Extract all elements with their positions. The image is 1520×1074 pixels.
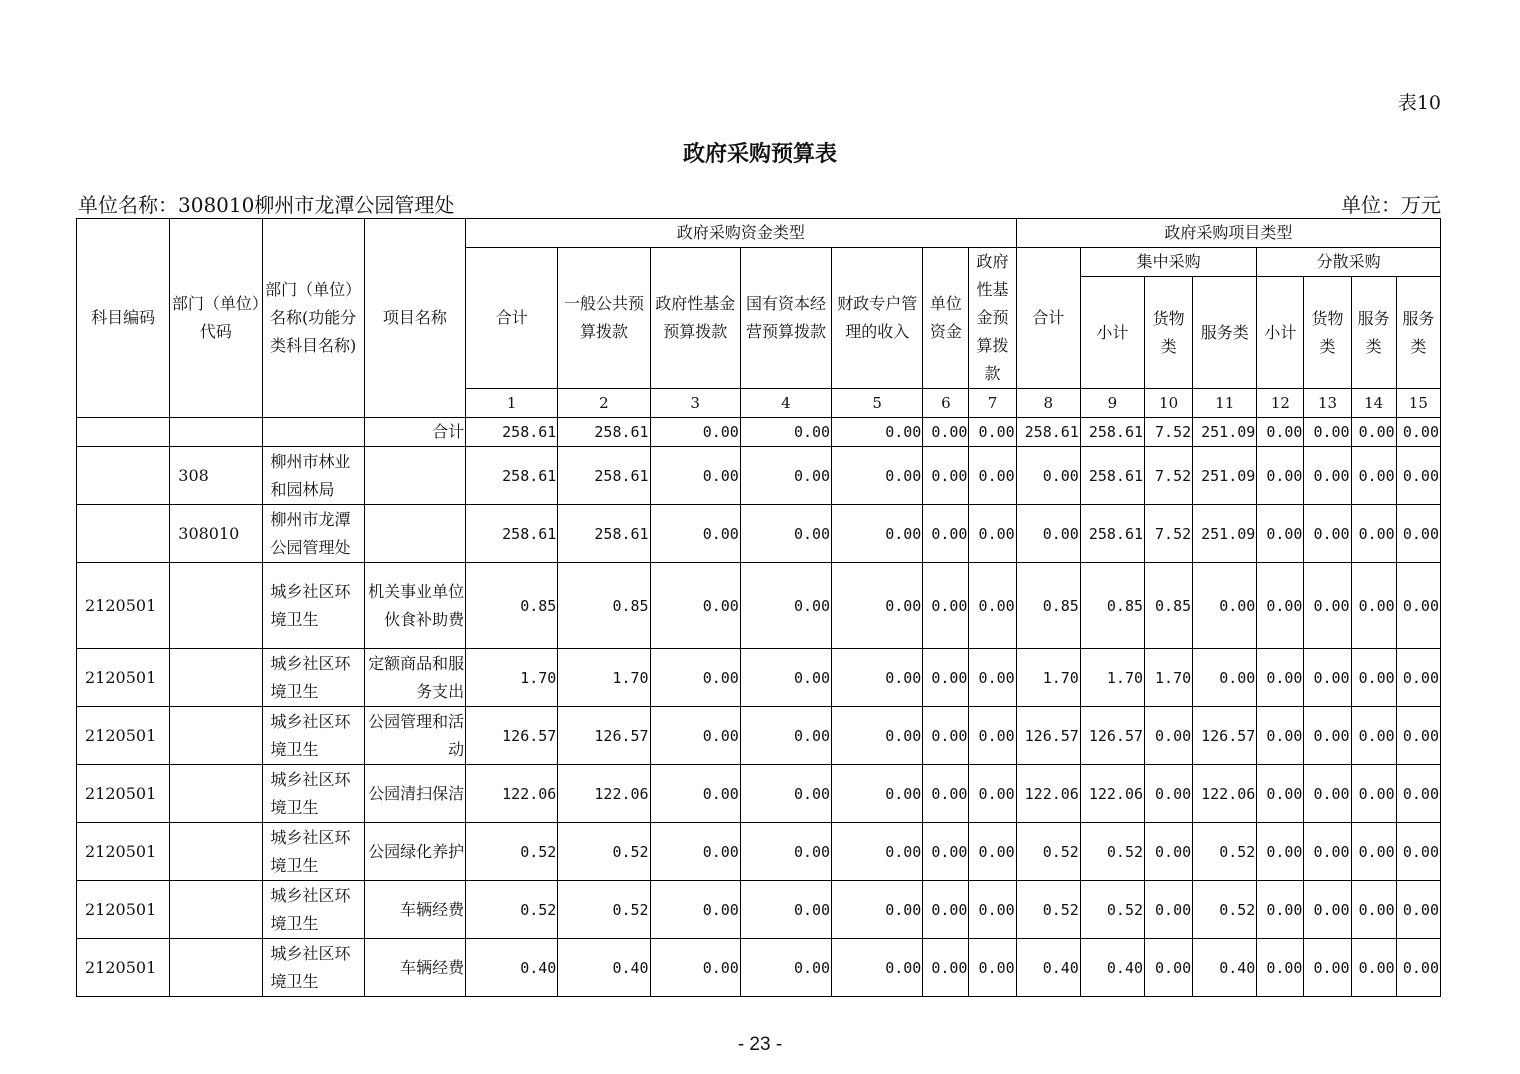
dept-code-cell: 308010 <box>170 505 262 563</box>
value-cell: 0.00 <box>1193 563 1257 649</box>
col-number: 14 <box>1351 389 1396 418</box>
value-cell: 0.00 <box>1351 707 1396 765</box>
value-cell: 0.00 <box>1396 881 1440 939</box>
value-cell: 258.61 <box>558 505 650 563</box>
value-cell: 1.70 <box>466 649 558 707</box>
dept-name-cell: 城乡社区环境卫生 <box>262 563 364 649</box>
header-d-subtotal: 小计 <box>1257 277 1304 389</box>
col-number: 15 <box>1396 389 1440 418</box>
project-name-cell: 机关事业单位伙食补助费 <box>364 563 465 649</box>
value-cell: 251.09 <box>1193 505 1257 563</box>
table-row <box>77 447 1441 505</box>
value-cell: 122.06 <box>558 765 650 823</box>
dept-code-cell <box>170 939 262 997</box>
value-cell: 0.00 <box>1396 447 1440 505</box>
dept-code-cell <box>170 765 262 823</box>
value-cell: 1.70 <box>1080 649 1144 707</box>
project-name-cell <box>364 505 465 563</box>
project-name-cell: 定额商品和服务支出 <box>364 649 465 707</box>
value-cell: 0.00 <box>1396 823 1440 881</box>
dept-name-cell: 城乡社区环境卫生 <box>262 707 364 765</box>
value-cell: 0.40 <box>1016 939 1080 997</box>
subject-code-cell: 2120501 <box>77 881 170 939</box>
value-cell: 0.00 <box>740 418 831 447</box>
value-cell: 0.00 <box>969 563 1016 649</box>
col-number: 3 <box>650 389 740 418</box>
subject-code-cell <box>77 505 170 563</box>
header-c-goods: 货物类 <box>1145 277 1193 389</box>
table-number: 表10 <box>1397 92 1441 114</box>
table-header <box>77 219 1441 418</box>
value-cell: 0.00 <box>1351 418 1396 447</box>
value-cell: 0.00 <box>650 707 740 765</box>
table-row <box>77 418 1441 447</box>
value-cell: 0.00 <box>1145 707 1193 765</box>
procurement-budget-table <box>76 218 1441 997</box>
value-cell: 122.06 <box>1016 765 1080 823</box>
header-gov-fund-alloc: 政府性基金预算拨款 <box>969 248 1016 389</box>
value-cell: 0.00 <box>1145 939 1193 997</box>
value-cell: 7.52 <box>1145 418 1193 447</box>
header-decentralized: 分散采购 <box>1257 248 1441 277</box>
value-cell: 0.00 <box>1193 649 1257 707</box>
value-cell: 0.00 <box>1351 447 1396 505</box>
value-cell: 126.57 <box>466 707 558 765</box>
value-cell: 0.00 <box>1351 823 1396 881</box>
dept-name-cell: 城乡社区环境卫生 <box>262 881 364 939</box>
project-name-cell <box>364 447 465 505</box>
value-cell: 0.00 <box>832 447 923 505</box>
value-cell: 258.61 <box>466 505 558 563</box>
subject-code-cell: 2120501 <box>77 765 170 823</box>
value-cell: 0.00 <box>832 563 923 649</box>
subject-code-cell: 2120501 <box>77 649 170 707</box>
value-cell: 0.00 <box>1396 765 1440 823</box>
value-cell: 0.52 <box>1193 823 1257 881</box>
dept-name-cell: 城乡社区环境卫生 <box>262 823 364 881</box>
value-cell: 0.00 <box>1257 505 1304 563</box>
project-name-cell: 公园清扫保洁 <box>364 765 465 823</box>
value-cell: 0.00 <box>1304 939 1351 997</box>
value-cell: 0.00 <box>923 881 969 939</box>
value-cell: 0.00 <box>1304 881 1351 939</box>
header-centralized: 集中采购 <box>1080 248 1256 277</box>
dept-name-cell: 柳州市林业和园林局 <box>262 447 364 505</box>
dept-code-cell <box>170 707 262 765</box>
dept-code-cell <box>170 418 262 447</box>
value-cell: 0.00 <box>1304 447 1351 505</box>
value-cell: 0.00 <box>740 505 831 563</box>
value-cell: 0.00 <box>740 823 831 881</box>
value-cell: 258.61 <box>1080 505 1144 563</box>
value-cell: 0.00 <box>650 765 740 823</box>
value-cell: 0.00 <box>1351 649 1396 707</box>
value-cell: 0.00 <box>1257 881 1304 939</box>
table-row <box>77 939 1441 997</box>
dept-name-cell <box>262 418 364 447</box>
header-dept-name: 部门（单位）名称(功能分类科目名称) <box>262 219 364 418</box>
value-cell: 0.00 <box>923 823 969 881</box>
value-cell: 0.00 <box>740 649 831 707</box>
page-title: 政府采购预算表 <box>682 141 837 167</box>
value-cell: 0.52 <box>1080 881 1144 939</box>
header-fund-total: 合计 <box>466 248 558 389</box>
project-name-cell: 车辆经费 <box>364 939 465 997</box>
col-number: 2 <box>558 389 650 418</box>
header-gov-fund: 政府性基金预算拨款 <box>650 248 740 389</box>
value-cell: 0.00 <box>1351 505 1396 563</box>
value-cell: 0.00 <box>923 505 969 563</box>
value-cell: 0.52 <box>558 823 650 881</box>
value-cell: 7.52 <box>1145 505 1193 563</box>
value-cell: 126.57 <box>1016 707 1080 765</box>
header-project-total: 合计 <box>1016 248 1080 389</box>
project-name-cell: 公园绿化养护 <box>364 823 465 881</box>
value-cell: 0.00 <box>923 447 969 505</box>
value-cell: 0.00 <box>923 939 969 997</box>
value-cell: 0.40 <box>466 939 558 997</box>
table-row <box>77 707 1441 765</box>
value-cell: 0.00 <box>832 765 923 823</box>
value-cell: 0.52 <box>558 881 650 939</box>
header-general-budget: 一般公共预算拨款 <box>558 248 650 389</box>
value-cell: 0.00 <box>740 939 831 997</box>
header-c-services: 服务类 <box>1193 277 1257 389</box>
table-row <box>77 505 1441 563</box>
value-cell: 0.40 <box>558 939 650 997</box>
value-cell: 0.85 <box>1080 563 1144 649</box>
value-cell: 0.00 <box>1351 881 1396 939</box>
dept-name-cell: 城乡社区环境卫生 <box>262 649 364 707</box>
value-cell: 0.00 <box>1257 939 1304 997</box>
value-cell: 0.00 <box>650 563 740 649</box>
subject-code-cell <box>77 418 170 447</box>
value-cell: 251.09 <box>1193 418 1257 447</box>
value-cell: 0.00 <box>1257 418 1304 447</box>
value-cell: 0.00 <box>832 707 923 765</box>
subject-code-cell: 2120501 <box>77 563 170 649</box>
value-cell: 0.52 <box>466 823 558 881</box>
subject-code-cell: 2120501 <box>77 707 170 765</box>
value-cell: 0.00 <box>1396 707 1440 765</box>
value-cell: 0.00 <box>969 939 1016 997</box>
header-d-services: 服务类 <box>1351 277 1396 389</box>
dept-code-cell <box>170 881 262 939</box>
col-number: 7 <box>969 389 1016 418</box>
unit-name-label: 单位名称：308010柳州市龙潭公园管理处 <box>78 193 455 217</box>
value-cell: 126.57 <box>558 707 650 765</box>
value-cell: 0.00 <box>1257 707 1304 765</box>
dept-code-cell: 308 <box>170 447 262 505</box>
value-cell: 0.00 <box>923 563 969 649</box>
value-cell: 0.52 <box>1016 823 1080 881</box>
header-fiscal-special: 财政专户管理的收入 <box>832 248 923 389</box>
value-cell: 0.00 <box>923 418 969 447</box>
value-cell: 1.70 <box>1145 649 1193 707</box>
value-cell: 1.70 <box>558 649 650 707</box>
value-cell: 258.61 <box>1016 418 1080 447</box>
dept-code-cell <box>170 649 262 707</box>
col-number: 5 <box>832 389 923 418</box>
value-cell: 258.61 <box>466 447 558 505</box>
value-cell: 126.57 <box>1193 707 1257 765</box>
value-cell: 0.00 <box>1396 939 1440 997</box>
value-cell: 0.00 <box>1351 765 1396 823</box>
currency-unit-label: 单位：万元 <box>1341 193 1441 217</box>
value-cell: 0.00 <box>1145 765 1193 823</box>
value-cell: 0.00 <box>650 505 740 563</box>
header-dept-code: 部门（单位）代码 <box>170 219 262 418</box>
value-cell: 0.00 <box>1304 765 1351 823</box>
col-number: 1 <box>466 389 558 418</box>
value-cell: 0.00 <box>1257 765 1304 823</box>
value-cell: 0.00 <box>740 563 831 649</box>
value-cell: 258.61 <box>558 418 650 447</box>
value-cell: 0.00 <box>1304 505 1351 563</box>
value-cell: 0.85 <box>1145 563 1193 649</box>
value-cell: 0.00 <box>1257 447 1304 505</box>
value-cell: 0.40 <box>1193 939 1257 997</box>
value-cell: 0.00 <box>650 939 740 997</box>
value-cell: 0.00 <box>1304 823 1351 881</box>
value-cell: 0.00 <box>1396 563 1440 649</box>
col-number: 9 <box>1080 389 1144 418</box>
value-cell: 0.00 <box>650 649 740 707</box>
header-subject-code: 科目编码 <box>77 219 170 418</box>
project-name-cell: 车辆经费 <box>364 881 465 939</box>
value-cell: 0.00 <box>650 881 740 939</box>
value-cell: 7.52 <box>1145 447 1193 505</box>
value-cell: 0.00 <box>923 707 969 765</box>
header-unit-fund: 单位资金 <box>923 248 969 389</box>
value-cell: 0.00 <box>1304 563 1351 649</box>
header-c-subtotal: 小计 <box>1080 277 1144 389</box>
header-state-capital: 国有资本经营预算拨款 <box>740 248 831 389</box>
col-number: 8 <box>1016 389 1080 418</box>
dept-code-cell <box>170 823 262 881</box>
value-cell: 0.00 <box>832 881 923 939</box>
value-cell: 0.00 <box>969 823 1016 881</box>
value-cell: 0.00 <box>1396 649 1440 707</box>
value-cell: 0.00 <box>740 881 831 939</box>
value-cell: 0.00 <box>1257 823 1304 881</box>
table-row <box>77 649 1441 707</box>
value-cell: 0.00 <box>1257 563 1304 649</box>
value-cell: 0.52 <box>466 881 558 939</box>
value-cell: 0.00 <box>923 649 969 707</box>
value-cell: 0.00 <box>740 707 831 765</box>
col-number: 13 <box>1304 389 1351 418</box>
dept-name-cell: 柳州市龙潭公园管理处 <box>262 505 364 563</box>
header-fund-type-group: 政府采购资金类型 <box>466 219 1017 248</box>
value-cell: 0.52 <box>1080 823 1144 881</box>
value-cell: 0.00 <box>740 765 831 823</box>
page-number: - 23 - <box>737 1034 783 1055</box>
value-cell: 122.06 <box>1080 765 1144 823</box>
col-number: 4 <box>740 389 831 418</box>
value-cell: 0.00 <box>1304 707 1351 765</box>
value-cell: 0.00 <box>923 765 969 823</box>
value-cell: 0.85 <box>466 563 558 649</box>
value-cell: 0.00 <box>1304 418 1351 447</box>
value-cell: 258.61 <box>1080 447 1144 505</box>
value-cell: 1.70 <box>1016 649 1080 707</box>
table-body <box>77 418 1441 997</box>
project-name-cell: 合计 <box>364 418 465 447</box>
dept-code-cell <box>170 563 262 649</box>
col-number: 10 <box>1145 389 1193 418</box>
value-cell: 0.00 <box>1257 649 1304 707</box>
col-number: 11 <box>1193 389 1257 418</box>
value-cell: 126.57 <box>1080 707 1144 765</box>
header-d-services-2: 服务类 <box>1396 277 1440 389</box>
value-cell: 0.00 <box>969 418 1016 447</box>
header-project-name: 项目名称 <box>364 219 465 418</box>
value-cell: 0.00 <box>969 707 1016 765</box>
value-cell: 258.61 <box>558 447 650 505</box>
table-row <box>77 765 1441 823</box>
value-cell: 0.00 <box>1016 505 1080 563</box>
value-cell: 0.00 <box>1016 447 1080 505</box>
value-cell: 122.06 <box>466 765 558 823</box>
value-cell: 0.00 <box>1396 505 1440 563</box>
value-cell: 0.00 <box>1351 563 1396 649</box>
value-cell: 0.00 <box>1396 418 1440 447</box>
subject-code-cell: 2120501 <box>77 939 170 997</box>
value-cell: 0.00 <box>969 649 1016 707</box>
value-cell: 0.52 <box>1016 881 1080 939</box>
table-row <box>77 823 1441 881</box>
value-cell: 0.00 <box>1351 939 1396 997</box>
value-cell: 0.00 <box>969 447 1016 505</box>
table-row <box>77 881 1441 939</box>
value-cell: 0.00 <box>650 447 740 505</box>
value-cell: 0.00 <box>650 418 740 447</box>
header-d-goods: 货物类 <box>1304 277 1351 389</box>
subject-code-cell <box>77 447 170 505</box>
value-cell: 0.00 <box>1304 649 1351 707</box>
value-cell: 0.00 <box>1145 823 1193 881</box>
value-cell: 0.00 <box>969 881 1016 939</box>
value-cell: 122.06 <box>1193 765 1257 823</box>
value-cell: 258.61 <box>466 418 558 447</box>
value-cell: 0.00 <box>832 939 923 997</box>
dept-name-cell: 城乡社区环境卫生 <box>262 765 364 823</box>
col-number: 6 <box>923 389 969 418</box>
project-name-cell: 公园管理和活动 <box>364 707 465 765</box>
header-project-type-group: 政府采购项目类型 <box>1016 219 1440 248</box>
value-cell: 0.00 <box>832 418 923 447</box>
value-cell: 0.00 <box>650 823 740 881</box>
dept-name-cell: 城乡社区环境卫生 <box>262 939 364 997</box>
value-cell: 0.00 <box>832 505 923 563</box>
value-cell: 0.00 <box>969 765 1016 823</box>
value-cell: 0.00 <box>740 447 831 505</box>
table-row <box>77 563 1441 649</box>
value-cell: 0.40 <box>1080 939 1144 997</box>
value-cell: 0.85 <box>558 563 650 649</box>
col-number: 12 <box>1257 389 1304 418</box>
value-cell: 258.61 <box>1080 418 1144 447</box>
value-cell: 0.00 <box>969 505 1016 563</box>
value-cell: 0.52 <box>1193 881 1257 939</box>
value-cell: 0.85 <box>1016 563 1080 649</box>
value-cell: 0.00 <box>1145 881 1193 939</box>
value-cell: 0.00 <box>832 649 923 707</box>
value-cell: 251.09 <box>1193 447 1257 505</box>
subject-code-cell: 2120501 <box>77 823 170 881</box>
value-cell: 0.00 <box>832 823 923 881</box>
